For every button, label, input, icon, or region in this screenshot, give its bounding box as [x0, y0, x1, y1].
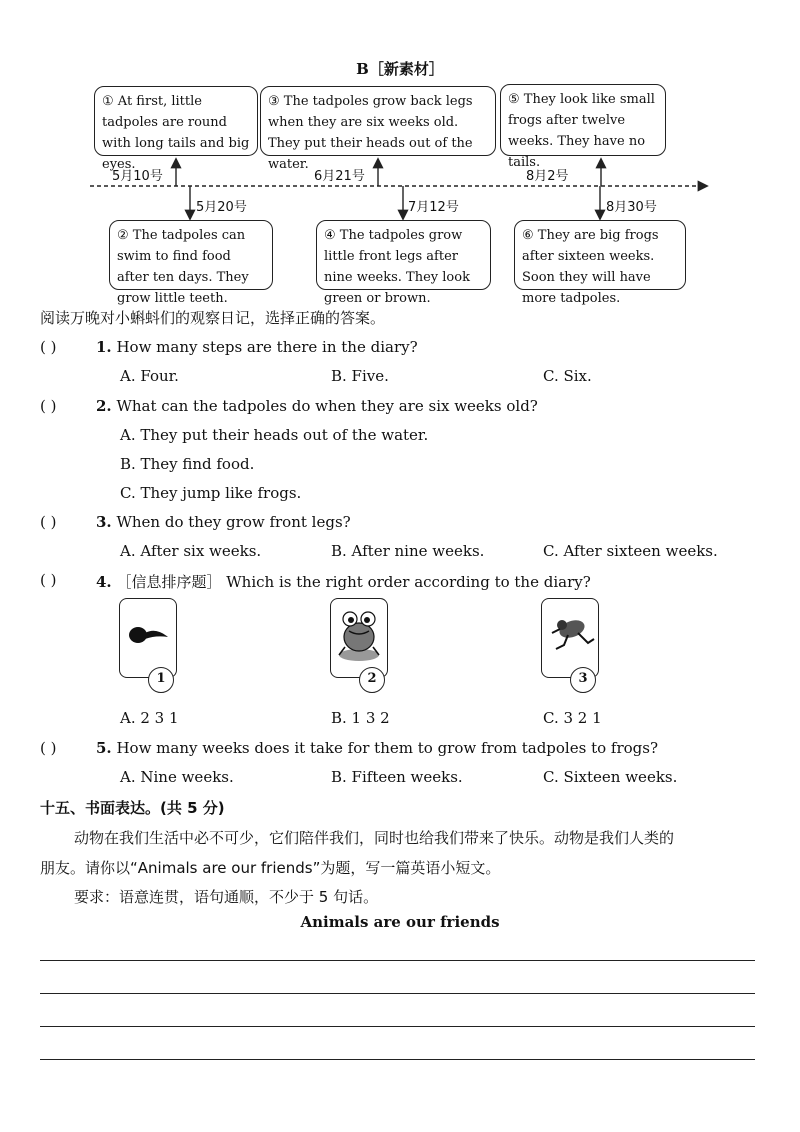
writing-prompt-line2: 朋友。请你以“Animals are our friends”为题，写一篇英语小短文。: [40, 859, 501, 877]
answer-blank-4[interactable]: ( ): [40, 571, 57, 589]
question-number: 4.: [96, 573, 112, 591]
q2-option-b: B. They find food.: [120, 455, 255, 473]
q4-option-a: A. 2 3 1: [120, 709, 179, 727]
question-text: When do they grow front legs?: [116, 513, 351, 531]
q2-option-a: A. They put their heads out of the water.: [120, 426, 429, 444]
question-number: 2.: [96, 397, 112, 415]
answer-blank-1[interactable]: ( ): [40, 338, 57, 356]
date-label-1: 5月10号: [112, 169, 163, 184]
question-number: 5.: [96, 739, 112, 757]
date-label-6: 8月30号: [606, 200, 657, 215]
question-text: Which is the right order according to the diary?: [226, 573, 591, 591]
question-text: How many weeks does it take for them to grow from tadpoles to frogs?: [116, 739, 658, 757]
diary-box-3: ③ The tadpoles grow back legs when they are six weeks old. They put their heads out of the water.: [260, 86, 496, 156]
essay-title: Animals are our friends: [300, 913, 500, 931]
q1-option-b: B. Five.: [331, 367, 389, 385]
question-1: [96, 338, 418, 356]
answer-blank-5[interactable]: ( ): [40, 739, 57, 757]
question-number: 3.: [96, 513, 112, 531]
jumping-frog-icon: [541, 598, 599, 678]
q4-option-c: C. 3 2 1: [543, 709, 602, 727]
diary-box-1: ① At first, little tadpoles are round with long tails and big eyes.: [94, 86, 258, 156]
date-label-3: 6月21号: [314, 169, 365, 184]
q1-option-c: C. Six.: [543, 367, 592, 385]
writing-requirements: 要求：语意连贯，语句通顺，不少于 5 句话。: [74, 888, 379, 906]
q2-option-c: C. They jump like frogs.: [120, 484, 302, 502]
writing-line-4[interactable]: [40, 1059, 755, 1060]
image-number-3: 3: [570, 667, 596, 693]
section-label: B［新素材］: [356, 60, 444, 78]
q5-option-a: A. Nine weeks.: [120, 768, 234, 786]
q5-option-b: B. Fifteen weeks.: [331, 768, 463, 786]
image-number-1: 1: [148, 667, 174, 693]
tadpole-icon: [119, 598, 177, 678]
q4-option-b: B. 1 3 2: [331, 709, 390, 727]
q3-option-a: A. After six weeks.: [120, 542, 262, 560]
writing-heading: 十五、书面表达。(共 5 分): [40, 799, 225, 817]
answer-blank-2[interactable]: ( ): [40, 397, 57, 415]
question-5: [96, 739, 658, 757]
question-4: [96, 571, 591, 592]
diary-box-2: ② The tadpoles can swim to find food after ten days. They grow little teeth.: [109, 220, 273, 290]
writing-prompt-line1: 动物在我们生活中必不可少，它们陪伴我们，同时也给我们带来了快乐。动物是我们人类的: [74, 829, 675, 847]
date-label-2: 5月20号: [196, 200, 247, 215]
question-text: How many steps are there in the diary?: [116, 338, 418, 356]
sitting-frog-icon: [330, 598, 388, 678]
writing-line-3[interactable]: [40, 1026, 755, 1027]
image-number-2: 2: [359, 667, 385, 693]
instruction: 阅读万晚对小蝌蚪们的观察日记，选择正确的答案。: [40, 309, 386, 327]
writing-line-1[interactable]: [40, 960, 755, 961]
question-number: 1.: [96, 338, 112, 356]
date-label-5: 8月2号: [526, 169, 569, 184]
writing-line-2[interactable]: [40, 993, 755, 994]
question-text: What can the tadpoles do when they are six weeks old?: [116, 397, 538, 415]
question-tag: ［信息排序题］: [116, 573, 222, 591]
diary-box-4: ④ The tadpoles grow little front legs after nine weeks. They look green or brown.: [316, 220, 491, 290]
q3-option-c: C. After sixteen weeks.: [543, 542, 718, 560]
diary-box-5: ⑤ They look like small frogs after twelve weeks. They have no tails.: [500, 84, 666, 156]
q3-option-b: B. After nine weeks.: [331, 542, 485, 560]
question-2: [96, 397, 538, 415]
date-label-4: 7月12号: [408, 200, 459, 215]
question-3: [96, 513, 351, 531]
answer-blank-3[interactable]: ( ): [40, 513, 57, 531]
q1-option-a: A. Four.: [120, 367, 179, 385]
q5-option-c: C. Sixteen weeks.: [543, 768, 678, 786]
diary-box-6: ⑥ They are big frogs after sixteen weeks. Soon they will have more tadpoles.: [514, 220, 686, 290]
